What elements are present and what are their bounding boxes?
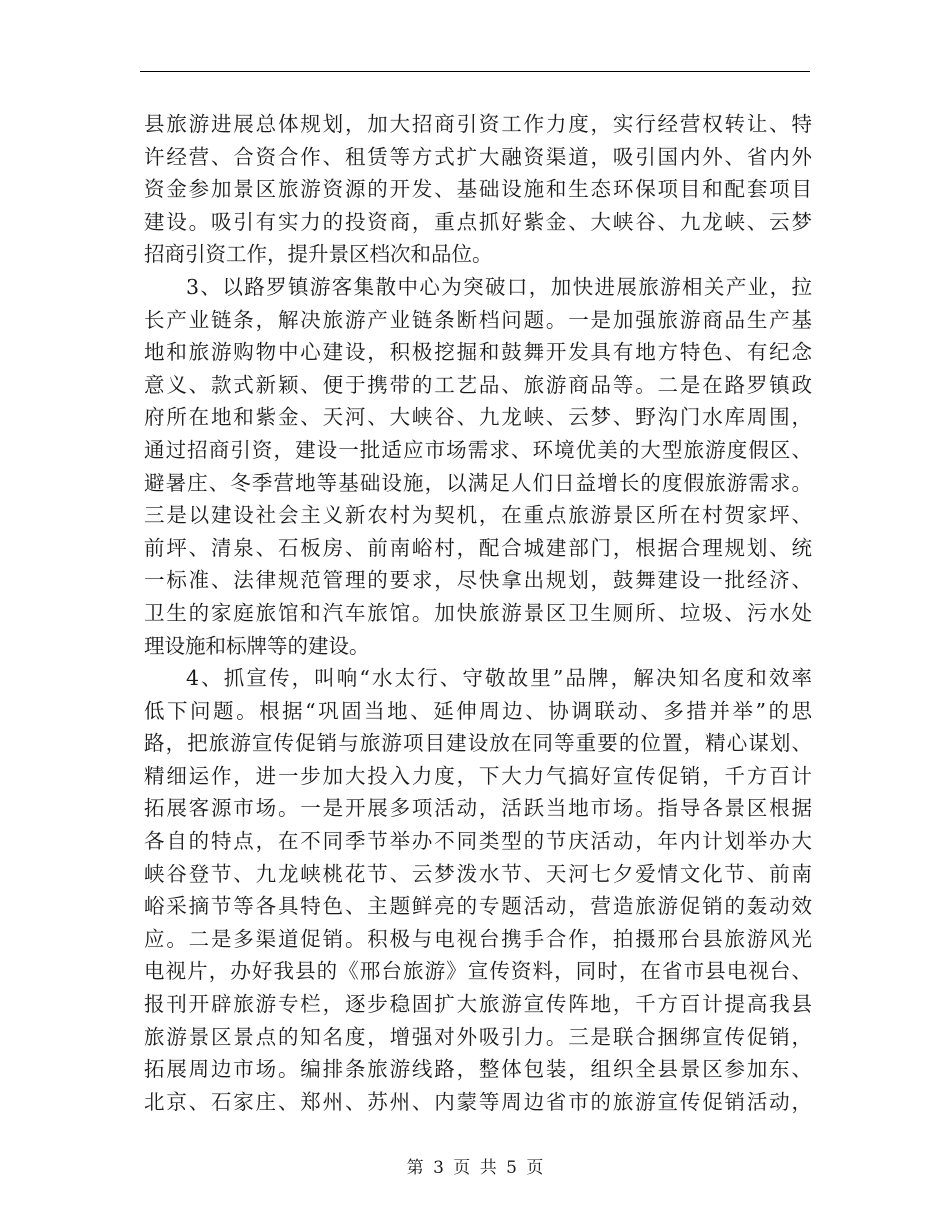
text-line: 拓展客源市场。一是开展多项活动，活跃当地市场。指导各景区根据 <box>144 796 812 821</box>
text-line: 意义、款式新颖、便于携带的工艺品、旅游商品等。二是在路罗镇政 <box>144 372 812 397</box>
text-line: 应。二是多渠道促销。积极与电视台携手合作，拍摄邢台县旅游风光 <box>144 926 812 951</box>
text-line: 4、抓宣传，叫响“水太行、守敬故里”品牌，解决知名度和效率 <box>186 666 812 691</box>
text-line: 避暑庄、冬季营地等基础设施，以满足人们日益增长的度假旅游需求。 <box>144 470 812 495</box>
text-line: 资金参加景区旅游资源的开发、基础设施和生态环保项目和配套项目 <box>144 177 812 202</box>
text-line: 低下问题。根据“巩固当地、延伸周边、协调联动、多措并举”的思 <box>144 698 812 723</box>
text-line: 三是以建设社会主义新农村为契机，在重点旅游景区所在村贺家坪、 <box>144 503 812 528</box>
text-line: 北京、石家庄、郑州、苏州、内蒙等周边省市的旅游宣传促销活动， <box>144 1089 812 1114</box>
text-line: 精细运作，进一步加大投入力度，下大力气搞好宣传促销，千方百计 <box>144 763 812 788</box>
text-line: 峡谷登节、九龙峡桃花节、云梦泼水节、天河七夕爱情文化节、前南 <box>144 861 812 886</box>
text-line: 建设。吸引有实力的投资商，重点抓好紫金、大峡谷、九龙峡、云梦 <box>144 209 812 234</box>
text-line: 通过招商引资，建设一批适应市场需求、环境优美的大型旅游度假区、 <box>144 437 812 462</box>
text-line: 前坪、清泉、石板房、前南峪村，配合城建部门，根据合理规划、统 <box>144 535 812 560</box>
text-line: 报刊开辟旅游专栏，逐步稳固扩大旅游宣传阵地，千方百计提高我县 <box>144 992 812 1017</box>
text-line: 县旅游进展总体规划，加大招商引资工作力度，实行经营权转让、特 <box>144 112 812 136</box>
text-line: 许经营、合资合作、租赁等方式扩大融资渠道，吸引国内外、省内外 <box>144 144 812 169</box>
header-rule <box>140 71 810 72</box>
text-line: 长产业链条，解决旅游产业链条断档问题。一是加强旅游商品生产基 <box>144 307 812 332</box>
document-body <box>144 108 812 1118</box>
text-line: 理设施和标牌等的建设。 <box>144 633 370 658</box>
text-line: 一标准、法律规范管理的要求，尽快拿出规划，鼓舞建设一批经济、 <box>144 568 812 593</box>
text-line: 旅游景区景点的知名度，增强对外吸引力。三是联合捆绑宣传促销， <box>144 1024 812 1049</box>
text-line: 拓展周边市场。编排条旅游线路，整体包装，组织全县景区参加东、 <box>144 1057 812 1082</box>
text-line: 地和旅游购物中心建设，积极挖掘和鼓舞开发具有地方特色、有纪念 <box>144 340 812 365</box>
page-number-footer: 第 3 页 共 5 页 <box>406 1158 544 1178</box>
text-line: 电视片，办好我县的《邢台旅游》宣传资料，同时，在省市县电视台、 <box>144 959 812 984</box>
text-line: 卫生的家庭旅馆和汽车旅馆。加快旅游景区卫生厕所、垃圾、污水处 <box>144 600 812 625</box>
text-line: 3、以路罗镇游客集散中心为突破口，加快进展旅游相关产业，拉 <box>186 274 812 299</box>
text-line: 各自的特点，在不同季节举办不同类型的节庆活动，年内计划举办大 <box>144 829 812 854</box>
text-line: 峪采摘节等各具特色、主题鲜亮的专题活动，营造旅游促销的轰动效 <box>144 894 812 919</box>
text-line: 招商引资工作，提升景区档次和品位。 <box>144 242 493 267</box>
text-line: 府所在地和紫金、天河、大峡谷、九龙峡、云梦、野沟门水库周围， <box>144 405 812 430</box>
text-line: 路，把旅游宣传促销与旅游项目建设放在同等重要的位置，精心谋划、 <box>144 731 812 756</box>
